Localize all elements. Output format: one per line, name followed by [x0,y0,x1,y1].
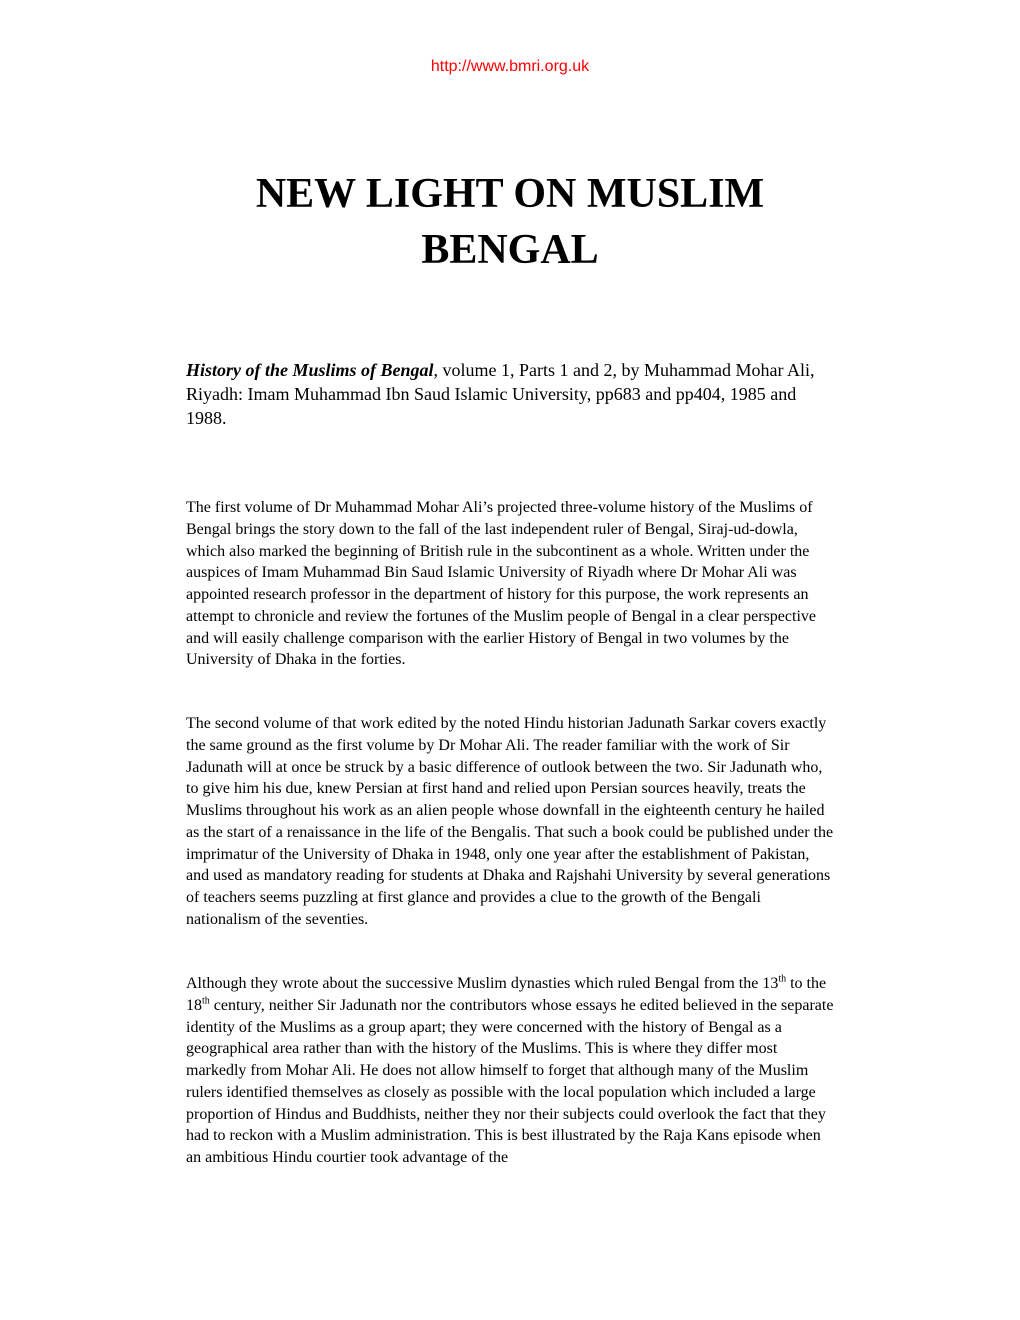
paragraph-1: The first volume of Dr Muhammad Mohar Ali’s projected three-volume history of the Muslims of Bengal brings the story down to the fall of the last independent ruler of Bengal, Siraj-ud-dowla, which also marked the beginning of British rule in the subcontinent as a whole. Written under the auspices of Imam Muhammad Bin Saud Islamic University of Riyadh where Dr Mohar Ali was appointed research professor in the department of history for this purpose, the work represents an attempt to chronicle and review the fortunes of the Muslim people of Bengal in a clear perspective and will easily challenge comparison with the earlier History of Bengal in two volumes by the University of Dhaka in the forties. [186,499,816,669]
citation-book-title: History of the Muslims of Bengal [186,360,434,380]
superscript-th-1: th [778,973,787,985]
citation-details: , volume 1, Parts 1 and 2, by Muhammad Mohar Ali, Riyadh: Imam Muhammad Ibn Saud Islamic University, pp683 and pp404, 1985 and 1988. [186,360,815,428]
paragraph-3-text-b: to the 18 [186,975,827,1014]
header-url-link[interactable]: http://www.bmri.org.uk [430,58,590,75]
paragraph-3-text-c: century, neither Sir Jadunath nor the contributors whose essays he edited believed in the separate identity of the Muslims as a group apart; they were concerned with the history of Bengal as a geographical area rather than with the history of the Muslims. This is where they differ most markedly from Mohar Ali. He does not allow himself to forget that although many of the Muslim rulers identified themselves as closely as possible with the local population which included a large proportion of Hindus and Buddhists, neither they nor their subjects could overlook the fact that they had to reckon with a Muslim administration. This is best illustrated by the Raja Kans episode when an ambitious Hindu courtier took advantage of the [186,996,834,1166]
title-line-1: NEW LIGHT ON MUSLIM [255,171,765,217]
title-line-2: BENGAL [421,227,599,273]
book-citation [186,358,826,430]
page-title [0,166,1020,278]
superscript-th-2: th [202,995,210,1007]
paragraph-2: The second volume of that work edited by the noted Hindu historian Jadunath Sarkar covers exactly the same ground as the first volume by Dr Mohar Ali. The reader familiar with the work of Sir Jadunath will at once be struck by a basic difference of outlook between the two. Sir Jadunath who, to give him his due, knew Persian at first hand and relied upon Persian sources heavily, treats the Muslims throughout his work as an alien people whose downfall in the eighteenth century he hailed as the start of a renaissance in the life of the Bengalis. That such a book could be published under the imprimatur of the University of Dhaka in 1948, only one year after the establishment of Pakistan, and used as mandatory reading for students at Dhaka and Rajshahi University by several generations of teachers seems puzzling at first glance and provides a clue to the growth of the Bengali nationalism of the seventies. [186,715,834,928]
paragraph-3 [186,973,836,1169]
paragraph-3-text-a: Although they wrote about the successive Muslim dynasties which ruled Bengal from the 13 [186,975,779,992]
